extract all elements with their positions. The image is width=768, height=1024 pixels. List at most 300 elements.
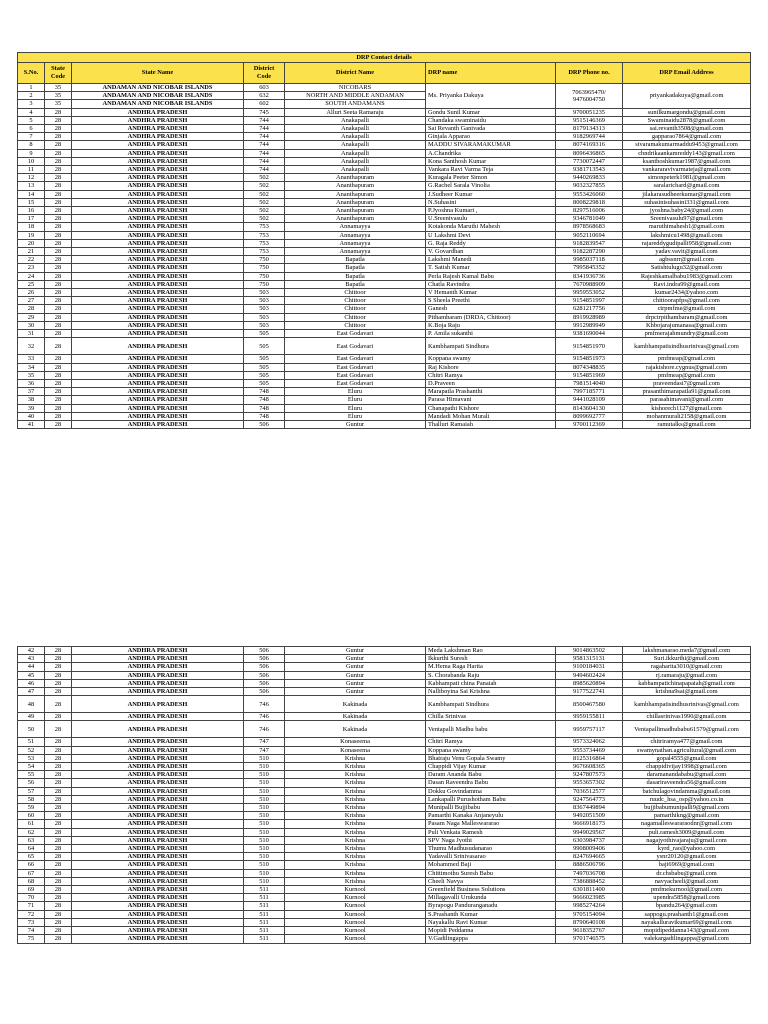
state-code-cell: 28 — [45, 828, 72, 836]
sno-cell: 47 — [18, 688, 45, 696]
drp-phone-cell: 8247694665 — [556, 853, 623, 861]
drp-name-cell: Chandaka swaminaidu — [426, 116, 556, 124]
district-name-cell: Krishna — [285, 779, 426, 787]
drp-phone-cell: 7063965470/ 9476004750 — [556, 84, 623, 109]
sno-cell: 44 — [18, 663, 45, 671]
drp-phone-cell: 6301811400 — [556, 886, 623, 894]
table-row — [18, 248, 751, 256]
sno-cell: 32 — [18, 338, 45, 355]
sno-cell: 60 — [18, 812, 45, 820]
sno-cell: 27 — [18, 297, 45, 305]
drp-name-cell: U Lakshmi Devi — [426, 231, 556, 239]
sno-cell: 38 — [18, 396, 45, 404]
state-code-cell: 28 — [45, 166, 72, 174]
drp-name-cell: Mopidi Peddanna — [426, 927, 556, 935]
district-name-cell: Kakinada — [285, 696, 426, 713]
state-name-cell: ANDHRA PRADESH — [72, 125, 244, 133]
state-name-cell: ANDHRA PRADESH — [72, 388, 244, 396]
table-row — [18, 894, 751, 902]
district-name-cell: Krishna — [285, 787, 426, 795]
drp-phone-cell: 7981514040 — [556, 379, 623, 387]
drp-phone-cell: 9959155811 — [556, 713, 623, 721]
sno-cell: 42 — [18, 647, 45, 655]
drp-phone-cell: 9573324062 — [556, 738, 623, 746]
state-name-cell: ANDHRA PRADESH — [72, 763, 244, 771]
state-code-cell: 28 — [45, 746, 72, 754]
table-body-1 — [18, 108, 751, 429]
sno-cell: 24 — [18, 272, 45, 280]
district-name-cell: Krishna — [285, 812, 426, 820]
district-name-cell: Bapatla — [285, 280, 426, 288]
state-name-cell: ANDHRA PRADESH — [72, 886, 244, 894]
drp-phone-cell: 8367449894 — [556, 804, 623, 812]
drp-phone-cell: 8008229818 — [556, 198, 623, 206]
district-code-cell: 748 — [244, 396, 285, 404]
table-page-2 — [17, 646, 750, 944]
state-code-cell: 28 — [45, 836, 72, 844]
drp-name-cell: Koppana swamy — [426, 355, 556, 363]
drp-phone-cell: 9154851997 — [556, 297, 623, 305]
drp-phone-cell: 7995845352 — [556, 264, 623, 272]
drp-name-cell: Chitri Ramya — [426, 371, 556, 379]
table-row — [18, 869, 751, 877]
district-code-cell: 510 — [244, 754, 285, 762]
drp-phone-cell: 9666023985 — [556, 894, 623, 902]
drp-email-cell: rj.ramaraju@gmail.com — [623, 671, 751, 679]
drp-phone-cell: 9676608365 — [556, 763, 623, 771]
state-code-cell: 28 — [45, 371, 72, 379]
district-code-cell: 748 — [244, 412, 285, 420]
state-name-cell: ANDHRA PRADESH — [72, 845, 244, 853]
sno-cell: 73 — [18, 918, 45, 926]
district-name-cell: Kurnool — [285, 910, 426, 918]
district-name-cell: East Godavari — [285, 355, 426, 363]
district-name-cell: Krishna — [285, 754, 426, 762]
state-code-cell: 28 — [45, 655, 72, 663]
sno-cell: 2 — [18, 92, 45, 100]
state-code-cell: 28 — [45, 313, 72, 321]
district-code-cell: 744 — [244, 149, 285, 157]
sno-cell: 69 — [18, 886, 45, 894]
drp-email-cell: pamarthikng@gmail.com — [623, 812, 751, 820]
state-name-cell: ANDHRA PRADESH — [72, 182, 244, 190]
drp-phone-cell: 9182839547 — [556, 239, 623, 247]
sno-cell: 37 — [18, 388, 45, 396]
drp-phone-cell: 8143604130 — [556, 404, 623, 412]
drp-name-cell: Kotakonda Maruthi Mahesh — [426, 223, 556, 231]
drp-email-cell: bujjibabumunipalli9@gmail.com — [623, 804, 751, 812]
district-code-cell: 502 — [244, 174, 285, 182]
drp-email-cell: krishna9sai@gmail.com — [623, 688, 751, 696]
state-name-cell: ANDHRA PRADESH — [72, 297, 244, 305]
district-name-cell: Bapatla — [285, 272, 426, 280]
table-row — [18, 671, 751, 679]
table-row — [18, 927, 751, 935]
sno-cell: 52 — [18, 746, 45, 754]
drp-name-cell: Meda Lakshman Rao — [426, 647, 556, 655]
drp-email-cell: upendra5858@gmail.com — [623, 894, 751, 902]
district-name-cell: Krishna — [285, 771, 426, 779]
drp-email-cell: kyrd_rao@yahoo.com — [623, 845, 751, 853]
sno-cell: 30 — [18, 321, 45, 329]
district-name-cell: Krishna — [285, 804, 426, 812]
drp-name-cell: Ms. Priyanka Dakuya — [426, 84, 556, 109]
drp-name-cell: Daram Ananda Babu — [426, 771, 556, 779]
state-code-cell: 28 — [45, 763, 72, 771]
drp-email-cell: gapparao7864@gmail.com — [623, 133, 751, 141]
state-name-cell: ANDHRA PRADESH — [72, 927, 244, 935]
district-code-cell: 510 — [244, 861, 285, 869]
drp-name-cell: Marapatla Prashanthi — [426, 388, 556, 396]
drp-email-cell: pmfmeap@gmail.com — [623, 355, 751, 363]
district-code-cell: 745 — [244, 108, 285, 116]
drp-name-cell: M.Hema Raga Harita — [426, 663, 556, 671]
district-name-cell: Chittoor — [285, 305, 426, 313]
district-name-cell: Krishna — [285, 763, 426, 771]
drp-name-cell: Kabhampati china Panaiah — [426, 679, 556, 687]
state-name-cell: ANDHRA PRADESH — [72, 902, 244, 910]
state-name-cell: ANDHRA PRADESH — [72, 738, 244, 746]
sno-cell: 59 — [18, 804, 45, 812]
state-name-cell: ANDHRA PRADESH — [72, 820, 244, 828]
district-code-cell: 502 — [244, 215, 285, 223]
district-name-cell: Kurnool — [285, 935, 426, 943]
sno-cell: 43 — [18, 655, 45, 663]
district-code-cell: 511 — [244, 918, 285, 926]
state-code-cell: 28 — [45, 330, 72, 338]
state-code-cell: 28 — [45, 239, 72, 247]
drp-phone-cell: 7386888452 — [556, 877, 623, 885]
state-code-cell: 28 — [45, 696, 72, 713]
table-row — [18, 679, 751, 687]
state-name-cell: ANDHRA PRADESH — [72, 754, 244, 762]
district-code-cell: 510 — [244, 795, 285, 803]
drp-phone-cell: 9985274264 — [556, 902, 623, 910]
district-code-cell: 505 — [244, 363, 285, 371]
drp-phone-cell: 9182969744 — [556, 133, 623, 141]
district-code-cell: 510 — [244, 853, 285, 861]
table-row — [18, 845, 751, 853]
drp-name-cell: U.Sreenivasulu — [426, 215, 556, 223]
district-code-cell: 505 — [244, 338, 285, 355]
drp-phone-cell: 9581315131 — [556, 655, 623, 663]
drp-email-cell: saralarichard@gmail.com — [623, 182, 751, 190]
drp-email-cell: navyacheeli@gmail.com — [623, 877, 751, 885]
district-name-cell: Guntur — [285, 671, 426, 679]
drp-email-cell: ramutalks@gmail.com — [623, 420, 751, 428]
state-name-cell: ANDAMAN AND NICOBAR ISLANDS — [72, 92, 244, 100]
state-code-cell: 28 — [45, 771, 72, 779]
sno-cell: 67 — [18, 869, 45, 877]
state-name-cell: ANDHRA PRADESH — [72, 910, 244, 918]
district-code-cell: 502 — [244, 198, 285, 206]
district-name-cell: Guntur — [285, 420, 426, 428]
state-name-cell: ANDHRA PRADESH — [72, 771, 244, 779]
table-row — [18, 223, 751, 231]
drp-email-cell: mopidipeddanna143@gmail.com — [623, 927, 751, 935]
table-row — [18, 396, 751, 404]
table-row — [18, 746, 751, 754]
state-code-cell: 28 — [45, 935, 72, 943]
state-name-cell: ANDHRA PRADESH — [72, 248, 244, 256]
state-code-cell: 28 — [45, 679, 72, 687]
district-code-cell: 510 — [244, 845, 285, 853]
district-name-cell: Guntur — [285, 647, 426, 655]
sno-cell: 68 — [18, 877, 45, 885]
table-row — [18, 272, 751, 280]
drp-name-cell: Raj Kishore — [426, 363, 556, 371]
district-name-cell: Krishna — [285, 853, 426, 861]
drp-phone-cell: 8096436865 — [556, 149, 623, 157]
sno-cell: 4 — [18, 108, 45, 116]
state-name-cell: ANDHRA PRADESH — [72, 355, 244, 363]
table-row — [18, 861, 751, 869]
sno-cell: 74 — [18, 927, 45, 935]
table-row — [18, 771, 751, 779]
district-name-cell: Krishna — [285, 795, 426, 803]
district-code-cell: 503 — [244, 289, 285, 297]
state-code-cell: 28 — [45, 795, 72, 803]
drp-phone-cell: 7997185771 — [556, 388, 623, 396]
sno-cell: 53 — [18, 754, 45, 762]
table-row — [18, 338, 751, 355]
district-name-cell: Chittoor — [285, 313, 426, 321]
district-name-cell: NORTH AND MIDDLE ANDAMAN — [285, 92, 426, 100]
state-code-cell: 28 — [45, 207, 72, 215]
district-name-cell: Krishna — [285, 845, 426, 853]
district-code-cell: 506 — [244, 647, 285, 655]
sno-cell: 13 — [18, 182, 45, 190]
sno-cell: 33 — [18, 355, 45, 363]
district-name-cell: Anakapalli — [285, 116, 426, 124]
drp-contact-table-1 — [17, 52, 751, 429]
table-row — [18, 877, 751, 885]
state-name-cell: ANDHRA PRADESH — [72, 289, 244, 297]
sno-cell: 65 — [18, 853, 45, 861]
drp-name-cell: Kona Santhosh Kumar — [426, 157, 556, 165]
drp-name-cell: Thumu Madhusudanarao — [426, 845, 556, 853]
sno-cell: 31 — [18, 330, 45, 338]
state-name-cell: ANDHRA PRADESH — [72, 280, 244, 288]
drp-email-cell: rajareddygudipalli958@gmail.com — [623, 239, 751, 247]
district-code-cell: 510 — [244, 771, 285, 779]
drp-email-cell: dasariraveendra56@gmail.com — [623, 779, 751, 787]
state-name-cell: ANDHRA PRADESH — [72, 174, 244, 182]
district-code-cell: 748 — [244, 388, 285, 396]
sno-cell: 12 — [18, 174, 45, 182]
table-row — [18, 280, 751, 288]
drp-name-cell: P.Jyoshna Kumari , — [426, 207, 556, 215]
state-code-cell: 28 — [45, 141, 72, 149]
drp-name-cell: T. Satish Kumar — [426, 264, 556, 272]
district-code-cell: 511 — [244, 886, 285, 894]
drp-phone-cell: 9666918173 — [556, 820, 623, 828]
sno-cell: 54 — [18, 763, 45, 771]
state-name-cell: ANDHRA PRADESH — [72, 198, 244, 206]
drp-phone-cell: 8790640108 — [556, 918, 623, 926]
drp-email-cell: lakshmicu1498@gmail.com — [623, 231, 751, 239]
district-name-cell: Guntur — [285, 688, 426, 696]
district-code-cell: 506 — [244, 420, 285, 428]
drp-name-cell: V.Gadilingappa — [426, 935, 556, 943]
drp-name-cell: Mandadi Mohan Murali — [426, 412, 556, 420]
drp-phone-cell: 9381690044 — [556, 330, 623, 338]
district-code-cell: 753 — [244, 239, 285, 247]
district-code-cell: 510 — [244, 836, 285, 844]
drp-phone-cell: 8074169316 — [556, 141, 623, 149]
drp-phone-cell: 8919928989 — [556, 313, 623, 321]
state-code-cell: 28 — [45, 190, 72, 198]
state-name-cell: ANDAMAN AND NICOBAR ISLANDS — [72, 84, 244, 92]
drp-name-cell: G. Raja Reddy — [426, 239, 556, 247]
state-name-cell: ANDHRA PRADESH — [72, 108, 244, 116]
state-name-cell: ANDHRA PRADESH — [72, 795, 244, 803]
district-code-cell: 753 — [244, 223, 285, 231]
district-name-cell: Kurnool — [285, 918, 426, 926]
drp-email-cell: nagajyothivajaraju@gmail.com — [623, 836, 751, 844]
drp-phone-cell: 9912989949 — [556, 321, 623, 329]
state-code-cell: 28 — [45, 721, 72, 738]
district-code-cell: 746 — [244, 696, 285, 713]
drp-name-cell: S Sheela Preethi — [426, 297, 556, 305]
drp-phone-cell: 9154851970 — [556, 338, 623, 355]
district-name-cell: East Godavari — [285, 363, 426, 371]
sno-cell: 28 — [18, 305, 45, 313]
drp-phone-cell: 8297516006 — [556, 207, 623, 215]
state-code-cell: 28 — [45, 886, 72, 894]
state-code-cell: 28 — [45, 198, 72, 206]
district-name-cell: Ananthapuram — [285, 207, 426, 215]
district-code-cell: 510 — [244, 828, 285, 836]
district-code-cell: 511 — [244, 894, 285, 902]
state-name-cell: ANDHRA PRADESH — [72, 157, 244, 165]
drp-name-cell: K.Boja Raju — [426, 321, 556, 329]
drp-phone-cell: 8886506796 — [556, 861, 623, 869]
district-code-cell: 632 — [244, 92, 285, 100]
drp-name-cell: MADDU SIVARAMAKUMAR — [426, 141, 556, 149]
table-row — [18, 647, 751, 655]
drp-phone-cell: 9959553052 — [556, 289, 623, 297]
table-row — [18, 828, 751, 836]
sno-cell: 8 — [18, 141, 45, 149]
drp-name-cell: Bhatraju Venu Gopala Swamy — [426, 754, 556, 762]
drp-phone-cell: 8978568683 — [556, 223, 623, 231]
drp-email-cell: priyankadakuya@gmail.com — [623, 84, 751, 109]
table-row — [18, 125, 751, 133]
district-code-cell: 750 — [244, 280, 285, 288]
drp-email-cell: baji6969@gmail.com — [623, 861, 751, 869]
state-code-cell: 28 — [45, 264, 72, 272]
district-code-cell: 744 — [244, 125, 285, 133]
district-name-cell: Ananthapuram — [285, 174, 426, 182]
drp-name-cell: Ginjala Apparao — [426, 133, 556, 141]
drp-name-cell: Chappidi Vijay Kumar — [426, 763, 556, 771]
drp-email-cell: pmfmeap@gmail.com — [623, 371, 751, 379]
district-code-cell: 753 — [244, 248, 285, 256]
drp-name-cell: A.Chandrika — [426, 149, 556, 157]
table-row — [18, 207, 751, 215]
drp-phone-cell: 9441028109 — [556, 396, 623, 404]
sno-cell: 25 — [18, 280, 45, 288]
table-row — [18, 763, 751, 771]
drp-name-cell: Chilla Srinivas — [426, 713, 556, 721]
drp-phone-cell: 8074348835 — [556, 363, 623, 371]
district-name-cell: Eluru — [285, 388, 426, 396]
state-code-cell: 28 — [45, 820, 72, 828]
drp-phone-cell: 9515146369 — [556, 116, 623, 124]
table-row — [18, 688, 751, 696]
drp-name-cell: Parasa Himavani — [426, 396, 556, 404]
drp-name-cell: Chittimothu Suresh Babu — [426, 869, 556, 877]
drp-email-cell: chillasrinivas1990@gmail.com — [623, 713, 751, 721]
drp-email-cell: valekargadilingappa@gmail.com — [623, 935, 751, 943]
state-name-cell: ANDHRA PRADESH — [72, 779, 244, 787]
drp-email-cell: ysnr20120@gmail.com — [623, 853, 751, 861]
district-name-cell: Guntur — [285, 655, 426, 663]
drp-name-cell: Chatla Ravindra — [426, 280, 556, 288]
district-name-cell: Kakinada — [285, 713, 426, 721]
state-name-cell: ANDHRA PRADESH — [72, 918, 244, 926]
state-name-cell: ANDHRA PRADESH — [72, 272, 244, 280]
district-code-cell: 744 — [244, 116, 285, 124]
table-row — [18, 166, 751, 174]
drp-phone-cell: 9700112369 — [556, 420, 623, 428]
drp-email-cell: pmfmekurnool@gmail.com — [623, 886, 751, 894]
district-name-cell: Ananthapuram — [285, 190, 426, 198]
drp-email-cell: chittoorapfps@gmail.com — [623, 297, 751, 305]
sno-cell: 39 — [18, 404, 45, 412]
drp-email-cell: bpandu264@gmail.com — [623, 902, 751, 910]
drp-phone-cell: 8179134313 — [556, 125, 623, 133]
drp-name-cell: Dokku Govindamma — [426, 787, 556, 795]
district-name-cell: Konaseema — [285, 738, 426, 746]
table-row — [18, 754, 751, 762]
district-code-cell: 506 — [244, 679, 285, 687]
drp-phone-cell: 9618352767 — [556, 927, 623, 935]
sno-cell: 21 — [18, 248, 45, 256]
state-name-cell: ANDHRA PRADESH — [72, 313, 244, 321]
drp-email-cell: batchulagovindamma@gmail.com — [623, 787, 751, 795]
table-row — [18, 804, 751, 812]
sno-cell: 16 — [18, 207, 45, 215]
district-name-cell: Kurnool — [285, 927, 426, 935]
drp-phone-cell: 7670988909 — [556, 280, 623, 288]
table-row — [18, 779, 751, 787]
drp-name-cell: Kambhampati Sindhura — [426, 338, 556, 355]
table-title: DRP Contact details — [18, 53, 751, 63]
drp-name-cell: Nayakallu Ravi Kumar — [426, 918, 556, 926]
state-code-cell: 28 — [45, 174, 72, 182]
sno-cell: 49 — [18, 713, 45, 721]
district-name-cell: Anakapalli — [285, 149, 426, 157]
sno-cell: 40 — [18, 412, 45, 420]
table-row — [18, 256, 751, 264]
drp-phone-cell: 8099692777 — [556, 412, 623, 420]
state-code-cell: 28 — [45, 420, 72, 428]
state-code-cell: 28 — [45, 223, 72, 231]
district-name-cell: Annamayya — [285, 223, 426, 231]
state-code-cell: 28 — [45, 280, 72, 288]
sno-cell: 5 — [18, 116, 45, 124]
state-code-cell: 28 — [45, 108, 72, 116]
district-code-cell: 505 — [244, 355, 285, 363]
sno-cell: 34 — [18, 363, 45, 371]
state-code-cell: 28 — [45, 688, 72, 696]
district-code-cell: 503 — [244, 305, 285, 313]
drp-phone-cell: 9959757117 — [556, 721, 623, 738]
state-code-cell: 28 — [45, 902, 72, 910]
table-row — [18, 297, 751, 305]
